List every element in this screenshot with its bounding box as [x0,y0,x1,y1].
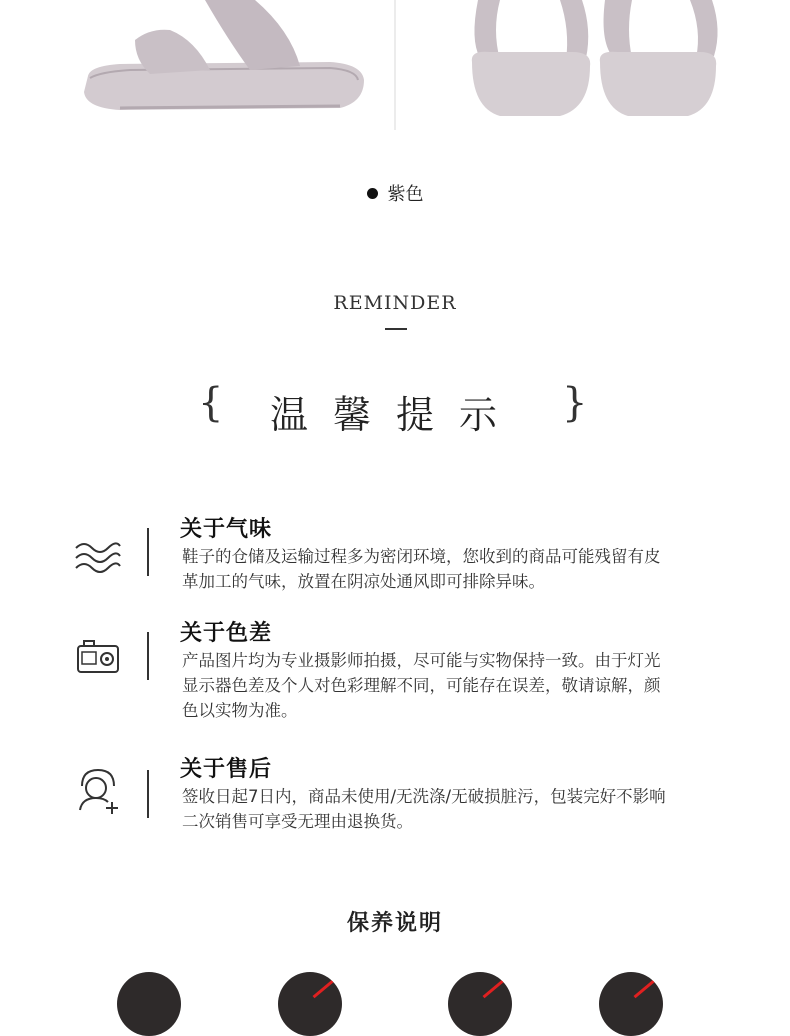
no-bleach-icon [448,972,512,1036]
item-heading: 关于气味 [180,517,273,542]
camera-icon [72,634,124,686]
prohibited-slash-icon [634,977,659,999]
item-heading: 关于售后 [180,757,273,782]
color-dot-icon [367,188,378,199]
color-label: 紫色 [387,184,424,205]
customer-service-icon [72,764,124,816]
item-divider [147,528,149,576]
waves-icon [72,538,124,590]
no-iron-icon [599,972,663,1036]
reminder-item-smell [0,512,790,602]
prohibited-slash-icon [313,977,338,999]
reminder-divider [385,328,407,330]
sandal-side-view [84,0,364,110]
item-body-line: 二次销售可享受无理由退换货。 [182,812,413,831]
item-body-line: 色以实物为准。 [182,701,298,720]
color-option[interactable] [0,178,790,208]
no-wash-icon [278,972,342,1036]
prohibited-slash-icon [483,977,508,999]
item-body [182,784,730,834]
item-body-line: 革加工的气味，放置在阴凉处通风即可排除异味。 [182,572,545,591]
product-images [0,0,790,135]
item-divider [147,632,149,680]
item-body [182,648,730,723]
item-body-line: 产品图片均为专业摄影师拍摄，尽可能与实物保持一致。由于灯光 [182,651,661,670]
reminder-title-row [0,380,790,436]
reminder-item-color [0,616,790,726]
item-divider [147,770,149,818]
care-icon-1 [117,972,181,1036]
item-body-line: 鞋子的仓储及运输过程多为密闭环境，您收到的商品可能残留有皮 [182,547,661,566]
item-heading: 关于色差 [180,621,273,646]
reminder-title: 温馨提示 [270,393,523,437]
reminder-item-after-sales [0,752,790,842]
brace-right: } [562,380,588,426]
brace-left: { [198,380,224,426]
reminder-heading-english: REMINDER [333,292,457,314]
item-body [182,544,730,594]
sandal-back-view [472,0,718,116]
item-body-line: 签收日起7日内，商品未使用/无洗涤/无破损脏污，包装完好不影响 [182,787,666,806]
care-title: 保养说明 [346,911,443,936]
item-body-line: 显示器色差及个人对色彩理解不同，可能存在误差，敬请谅解，颜 [182,676,661,695]
product-photo-sandals [0,0,790,135]
